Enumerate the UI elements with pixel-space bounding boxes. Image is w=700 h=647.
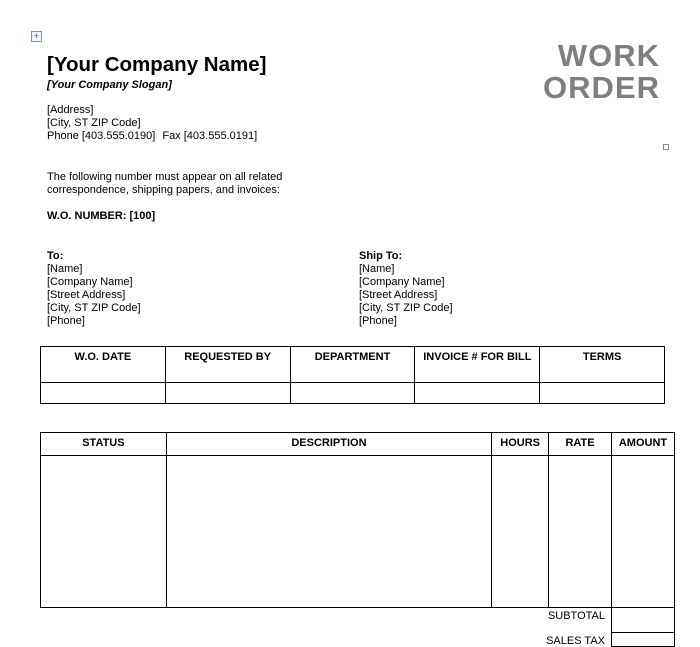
title-line-1: WORK	[557, 38, 660, 73]
subtotal-label: SUBTOTAL	[547, 610, 605, 622]
wo-date-cell[interactable]	[41, 383, 166, 404]
invoice-for-bill-cell[interactable]	[415, 383, 540, 404]
notice-text	[47, 171, 282, 197]
description-cell[interactable]	[166, 456, 491, 608]
wo-number-value[interactable]: [100]	[129, 210, 156, 222]
header-hours: HOURS	[492, 433, 549, 456]
header-status: STATUS	[41, 433, 167, 456]
ship-to-heading: Ship To:	[359, 250, 403, 262]
ship-to-company[interactable]: [Company Name]	[359, 276, 445, 288]
amount-cell[interactable]	[612, 456, 675, 608]
contact-line	[47, 130, 257, 143]
hours-cell[interactable]	[492, 456, 549, 608]
header-rate: RATE	[549, 433, 612, 456]
bill-to-heading: To:	[47, 250, 64, 262]
table-move-handle-icon[interactable]: +	[31, 31, 42, 42]
notice-line-2: correspondence, shipping papers, and invoices:	[47, 184, 280, 196]
wo-number	[47, 210, 155, 222]
wo-number-label: W.O. NUMBER:	[47, 210, 127, 222]
header-amount: AMOUNT	[612, 433, 675, 456]
status-cell[interactable]	[41, 456, 167, 608]
order-info-header-row	[41, 347, 665, 383]
ship-to-phone[interactable]: [Phone]	[359, 315, 397, 327]
terms-cell[interactable]	[540, 383, 665, 404]
bill-to-city[interactable]: [City, ST ZIP Code]	[47, 302, 141, 314]
fax-label: Fax	[162, 130, 181, 142]
sales-tax-value[interactable]	[612, 633, 675, 647]
header-description: DESCRIPTION	[166, 433, 491, 456]
company-name[interactable]: [Your Company Name]	[47, 53, 267, 76]
requested-by-cell[interactable]	[165, 383, 290, 404]
department-cell[interactable]	[290, 383, 415, 404]
subtotal-value[interactable]	[612, 608, 675, 633]
rate-cell[interactable]	[549, 456, 612, 608]
header-department: DEPARTMENT	[290, 347, 415, 383]
subtotal-row	[41, 608, 675, 633]
address-city[interactable]: [City, ST ZIP Code]	[47, 117, 141, 129]
items-body-row	[41, 456, 675, 608]
sales-tax-label: SALES TAX	[546, 634, 605, 647]
bill-to-block	[47, 250, 141, 328]
header-invoice-for-bill: INVOICE # FOR BILL	[415, 347, 540, 383]
phone-value[interactable]: [403.555.0190]	[81, 130, 156, 142]
title-line-2: ORDER	[543, 70, 660, 105]
notice-line-1: The following number must appear on all related	[47, 171, 283, 183]
ship-to-block	[359, 250, 453, 328]
items-header-row	[41, 433, 675, 456]
document-title	[520, 40, 660, 104]
header-terms: TERMS	[540, 347, 665, 383]
bill-to-company[interactable]: [Company Name]	[47, 276, 133, 288]
order-info-row	[41, 383, 665, 404]
header-wo-date: W.O. DATE	[41, 347, 166, 383]
bill-to-street[interactable]: [Street Address]	[47, 289, 126, 301]
order-info-table	[40, 346, 665, 404]
company-address	[47, 104, 257, 143]
ship-to-name[interactable]: [Name]	[359, 263, 395, 275]
resize-handle-icon[interactable]	[663, 144, 669, 150]
phone-label: Phone	[47, 130, 79, 142]
bill-to-phone[interactable]: [Phone]	[47, 315, 85, 327]
company-slogan[interactable]: [Your Company Slogan]	[47, 79, 172, 91]
fax-value[interactable]: [403.555.0191]	[183, 130, 258, 142]
sales-tax-row	[41, 633, 675, 647]
header-requested-by: REQUESTED BY	[165, 347, 290, 383]
address-street[interactable]: [Address]	[47, 104, 94, 116]
bill-to-name[interactable]: [Name]	[47, 263, 83, 275]
items-table	[40, 432, 675, 647]
ship-to-street[interactable]: [Street Address]	[359, 289, 438, 301]
ship-to-city[interactable]: [City, ST ZIP Code]	[359, 302, 453, 314]
